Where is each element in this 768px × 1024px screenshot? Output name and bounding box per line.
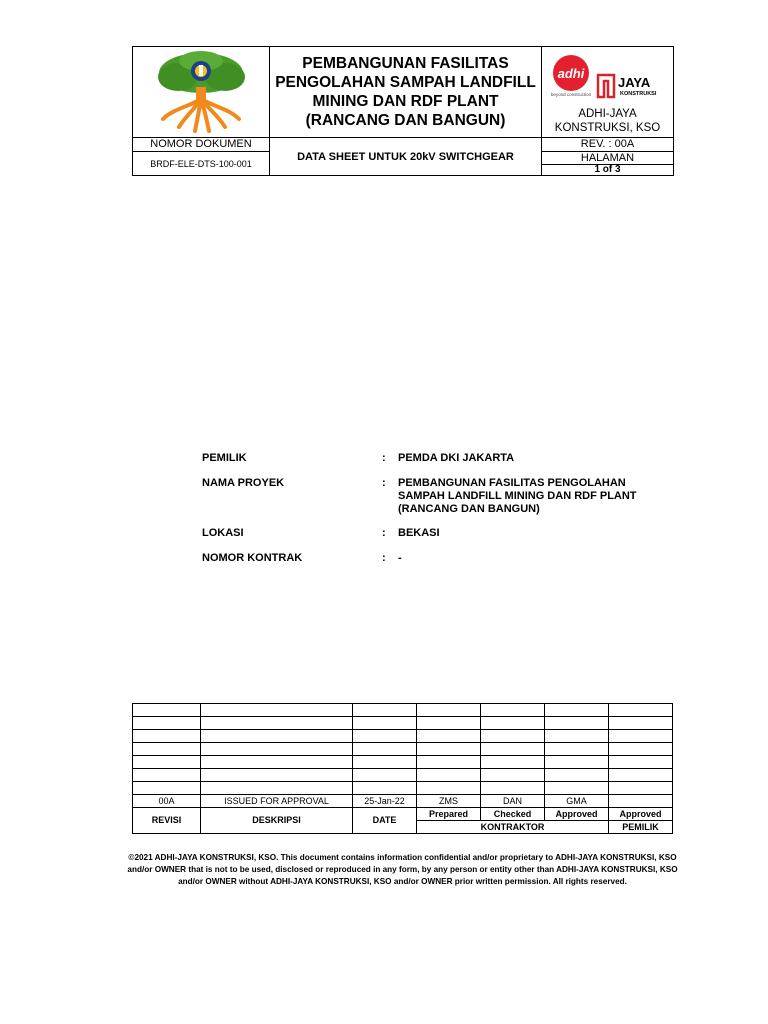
info-colon: : [382, 452, 386, 464]
checked-cell: DAN [481, 795, 545, 808]
nomor-dokumen-label: NOMOR DOKUMEN [133, 138, 270, 152]
info-colon: : [382, 552, 386, 564]
info-value: - [398, 552, 402, 564]
info-label: LOKASI [202, 527, 244, 539]
info-label: PEMILIK [202, 452, 247, 464]
info-colon: : [382, 477, 386, 489]
table-row [133, 769, 673, 782]
info-value: PEMBANGUNAN FASILITAS PENGOLAHAN SAMPAH LANDFILL MINING DAN RDF PLANT (RANCANG DAN BANGUN) [398, 477, 637, 515]
prepared-header: Prepared [417, 808, 481, 821]
adhi-logo-icon [548, 53, 594, 97]
approved-header: Approved [545, 808, 609, 821]
info-value: BEKASI [398, 527, 440, 539]
revisi-cell: 00A [133, 795, 201, 808]
table-row [133, 743, 673, 756]
revisi-header: REVISI [133, 808, 201, 834]
info-colon: : [382, 527, 386, 539]
deskripsi-cell: ISSUED FOR APPROVAL [201, 795, 353, 808]
copyright-notice: ©2021 ADHI-JAYA KONSTRUKSI, KSO. This document contains information confidential and/or proprietary to ADHI-JAYA KONSTRUKSI, KSO and/or OWNER that is not to be used, disclosed or reproduced in any form, by any person or entity other than ADHI-JAYA KONSTRUKSI, KSO and/or OWNER without ADHI-JAYA KONSTRUKSI, KSO and/or OWNER prior written permission. All rights reserved. [127, 853, 678, 886]
prepared-cell: ZMS [417, 795, 481, 808]
date-header: DATE [353, 808, 417, 834]
info-label: NOMOR KONTRAK [202, 552, 303, 564]
jaya-logo-sub: KONSTRUKSI [620, 91, 657, 97]
dki-jakarta-tree-logo-icon [133, 47, 270, 138]
table-row [133, 782, 673, 795]
page-number: 1 of 3 [594, 164, 621, 175]
owner-logo-cell [133, 47, 270, 138]
halaman-label: HALAMAN [542, 152, 673, 165]
table-row [133, 730, 673, 743]
nomor-dokumen-value: BRDF-ELE-DTS-100-001 [133, 152, 270, 176]
kontraktor-header: KONTRAKTOR [417, 821, 609, 834]
info-label: NAMA PROYEK [202, 477, 285, 489]
owner-approved-cell [609, 795, 673, 808]
approved-cell: GMA [545, 795, 609, 808]
header-row [133, 808, 673, 821]
revision-table [132, 703, 673, 834]
revision-entry-row [133, 795, 673, 808]
pemilik-header: PEMILIK [609, 821, 673, 834]
document-header [132, 46, 674, 176]
deskripsi-header: DESKRIPSI [201, 808, 353, 834]
contractor-logo-cell [542, 47, 673, 138]
info-value: PEMDA DKI JAKARTA [398, 452, 515, 464]
adhi-tagline: beyond construction [550, 92, 592, 97]
jaya-logo-text: JAYA [618, 75, 651, 90]
table-row [133, 756, 673, 769]
project-title: PEMBANGUNAN FASILITAS PENGOLAHAN SAMPAH LANDFILL MINING DAN RDF PLANT (RANCANG DAN BANGUN) [270, 47, 542, 138]
checked-header: Checked [481, 808, 545, 821]
table-row [133, 704, 673, 717]
owner-approved-header: Approved [609, 808, 673, 821]
date-cell: 25-Jan-22 [353, 795, 417, 808]
table-row [133, 717, 673, 730]
adhi-logo-text: adhi [557, 66, 585, 81]
company-name: ADHI-JAYA KONSTRUKSI, KSO [554, 108, 661, 134]
jaya-logo-icon [596, 73, 672, 99]
document-title: DATA SHEET UNTUK 20kV SWITCHGEAR [270, 138, 542, 176]
revision-number: REV. : 00A [542, 138, 673, 152]
